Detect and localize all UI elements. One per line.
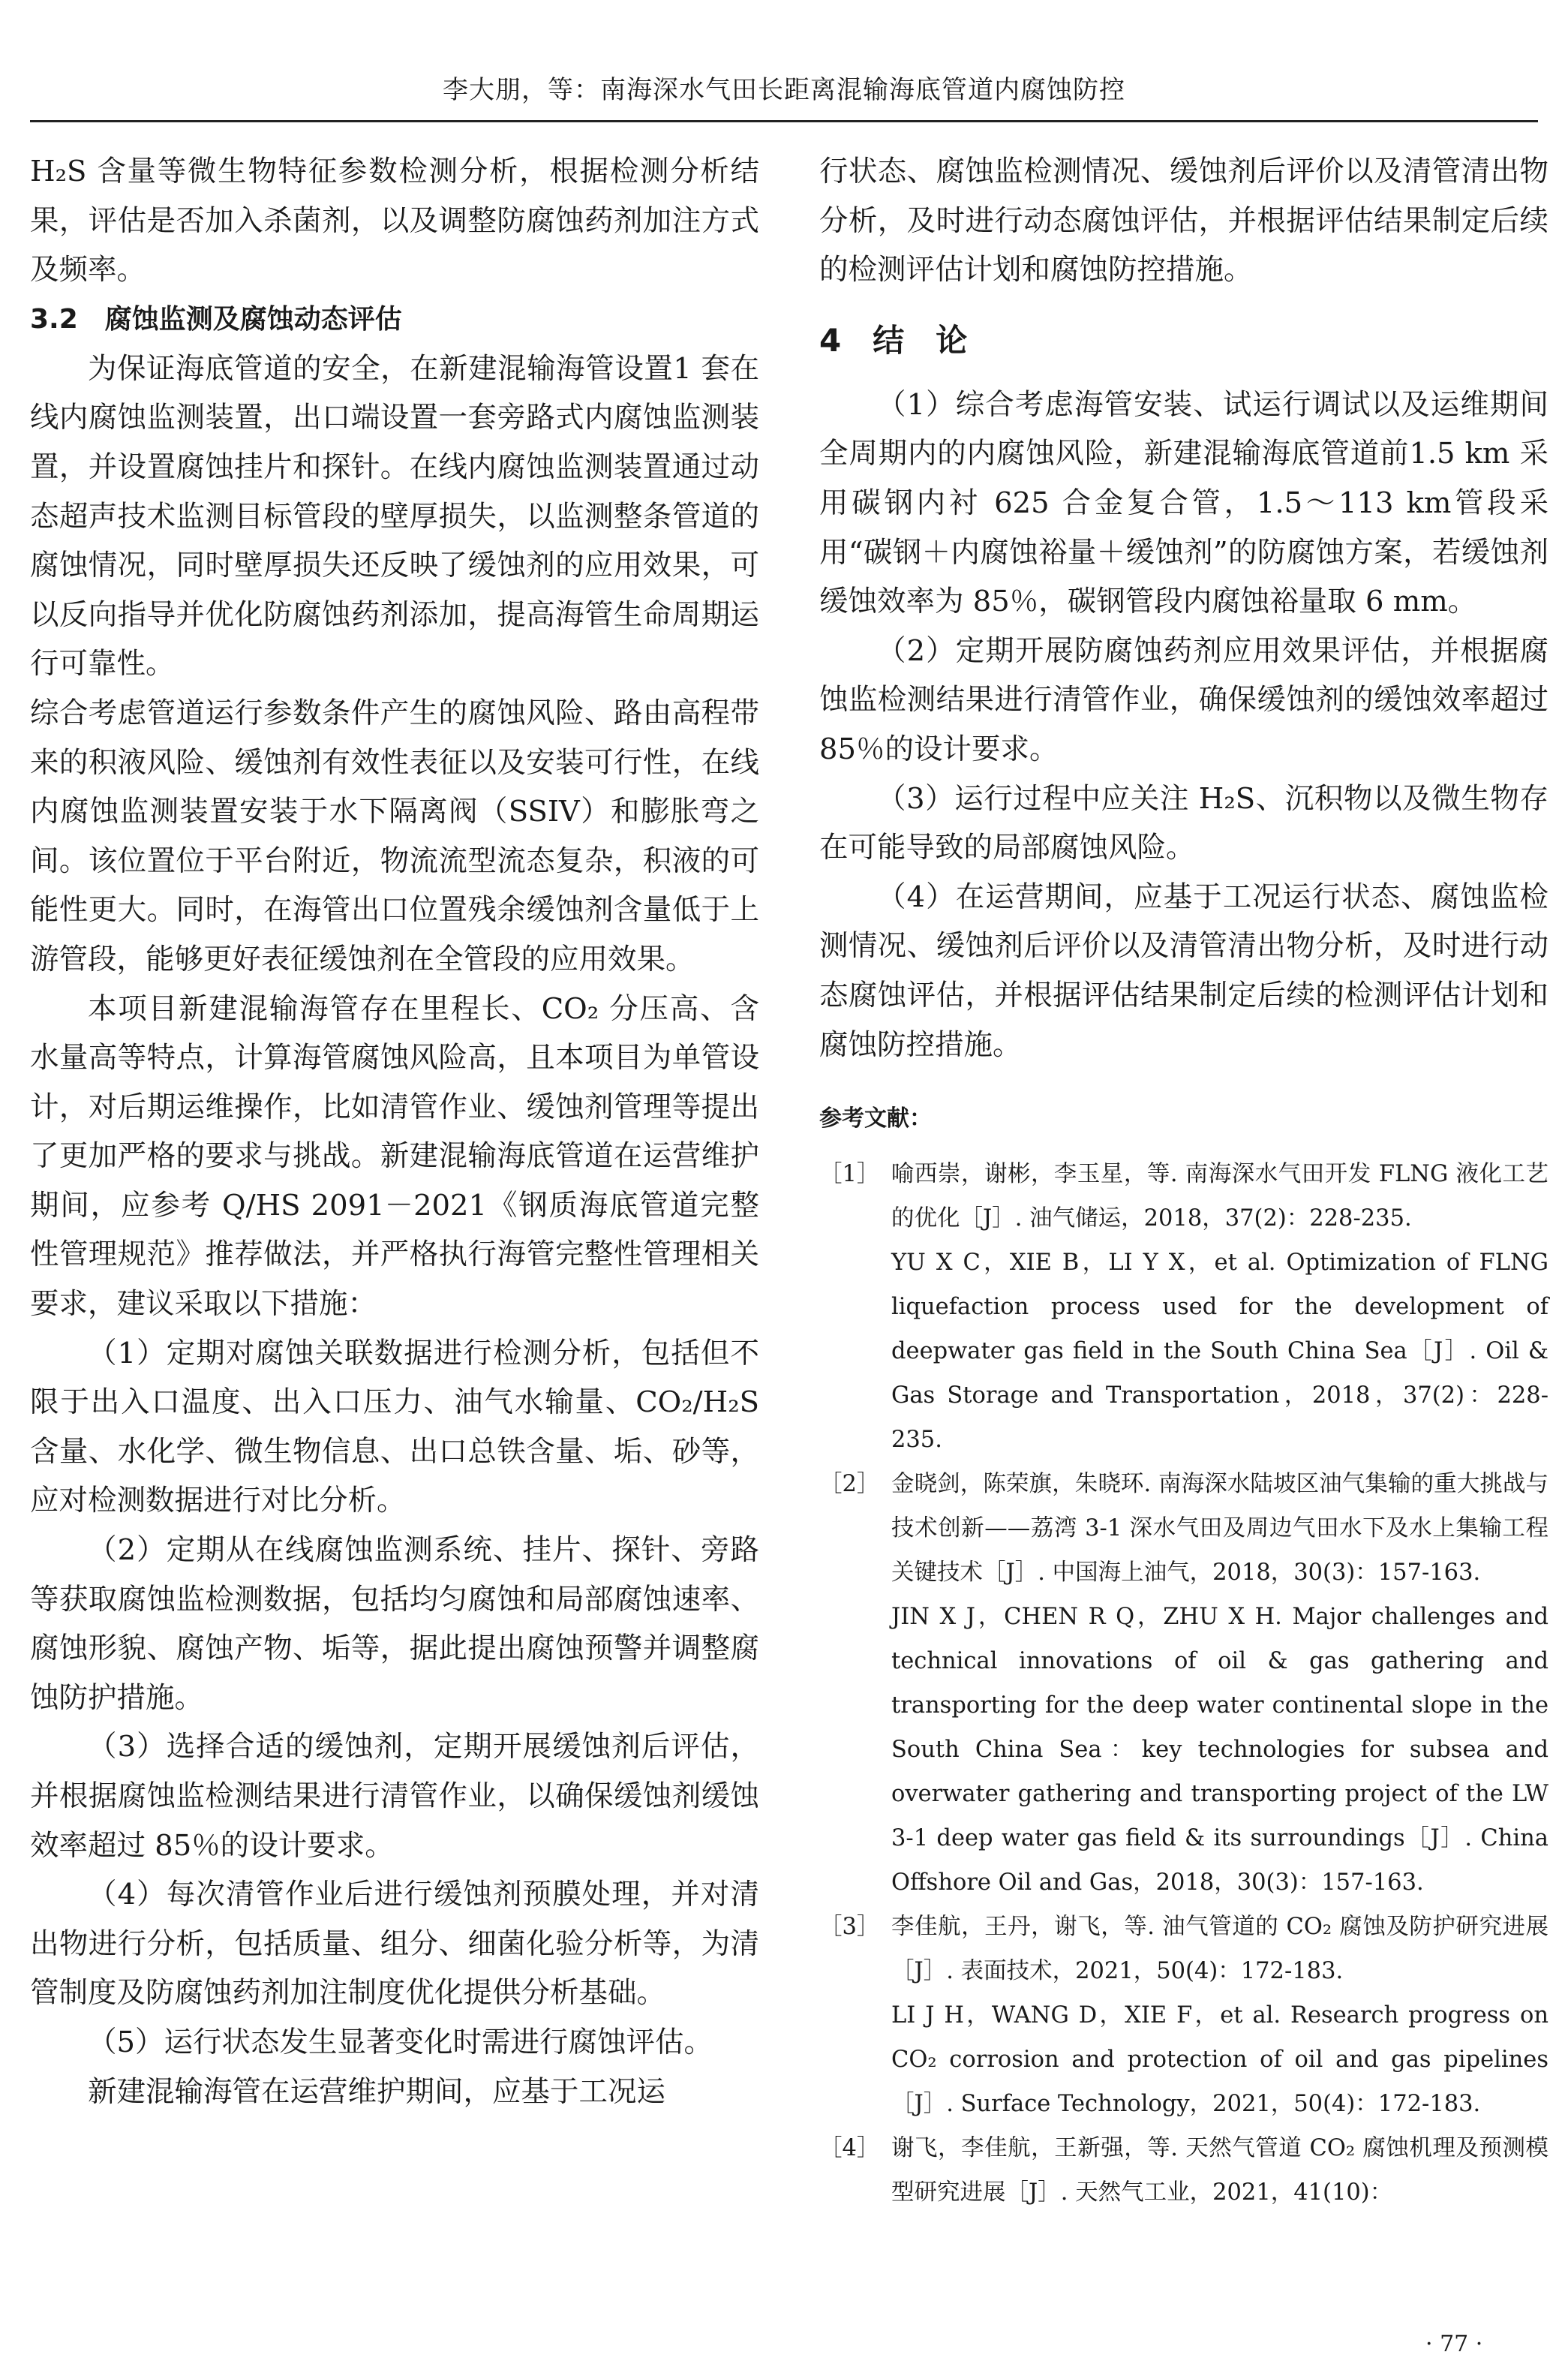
reference-chinese: 金晓剑，陈荣旗，朱晓环. 南海深水陆坡区油气集输的重大挑战与技术创新——荔湾 3-1 深水气田及周边气田水下及水上集输工程关键技术［J］. 中国海上油气，2018，30(3)：157-163. xyxy=(891,1471,1548,1587)
reference-english: YU X C，XIE B，LI Y X，et al. Optimization of FLNG liquefaction process used for the development of deepwater gas field in the South China Sea［J］. Oil & Gas Storage and Transportation，2018，37(2)：228-235. xyxy=(891,1250,1548,1454)
paragraph: 为保证海底管道的安全，在新建混输海管设置1 套在线内腐蚀监测装置，出口端设置一套旁路式内腐蚀监测装置，并设置腐蚀挂片和探针。在线内腐蚀监测装置通过动态超声技术监测目标管段的壁厚损失，以监测整条管道的腐蚀情况，同时壁厚损失还反映了缓蚀剂的应用效果，可以反向指导并优化防腐蚀药剂添加，提高海管生命周期运行可靠性。 xyxy=(30,351,759,681)
page-number: · 77 · xyxy=(1425,2331,1483,2357)
conclusion-item: （1）综合考虑海管安装、试运行调试以及运维期间全周期内的内腐蚀风险，新建混输海底管道前1.5 km 采用碳钢内衬 625 合金复合管，1.5～113 km管段采用“碳钢＋内腐蚀裕量＋缓蚀剂”的防腐蚀方案，若缓蚀剂缓蚀效率为 85％，碳钢管段内腐蚀裕量取 6 mm。 xyxy=(819,387,1548,619)
left-column xyxy=(30,147,759,2116)
paragraph: 本项目新建混输海管存在里程长、CO₂ 分压高、含水量高等特点，计算海管腐蚀风险高，且本项目为单管设计，对后期运维操作，比如清管作业、缓蚀剂管理等提出了更加严格的要求与挑战。新建混输海底管道在运营维护期间，应参考 Q/HS 2091－2021《钢质海底管道完整性管理规范》推荐做法，并严格执行海管完整性管理相关要求，建议采取以下措施： xyxy=(30,991,759,1322)
measure-item: （5）运行状态发生显著变化时需进行腐蚀评估。 xyxy=(88,2025,713,2059)
measure-item: （3）选择合适的缓蚀剂，定期开展缓蚀剂后评估，并根据腐蚀监检测结果进行清管作业，以确保缓蚀剂缓蚀效率超过 85％的设计要求。 xyxy=(30,1730,759,1863)
right-column xyxy=(819,147,1548,2215)
section-heading-conclusion: 4 结 论 xyxy=(819,321,968,359)
references-title: 参考文献： xyxy=(819,1105,932,1132)
reference-entry xyxy=(819,1462,1548,1905)
measure-item: （2）定期从在线腐蚀监测系统、挂片、探针、旁路等获取腐蚀监检测数据，包括均匀腐蚀和局部腐蚀速率、腐蚀形貌、腐蚀产物、垢等，据此提出腐蚀预警并调整腐蚀防护措施。 xyxy=(30,1533,759,1715)
reference-number: ［2］ xyxy=(819,1471,880,1498)
reference-number: ［3］ xyxy=(819,1914,880,1941)
reference-entry xyxy=(819,1905,1548,2126)
paragraph: H₂S 含量等微生物特征参数检测分析，根据检测分析结果，评估是否加入杀菌剂，以及调整防腐蚀药剂加注方式及频率。 xyxy=(30,155,759,287)
paragraph: 行状态、腐蚀监检测情况、缓蚀剂后评价以及清管清出物分析，及时进行动态腐蚀评估，并根据评估结果制定后续的检测评估计划和腐蚀防控措施。 xyxy=(819,155,1548,287)
running-header: 李大朋，等：南海深水气田长距离混输海底管道内腐蚀防控 xyxy=(443,75,1125,105)
conclusion-item: （3）运行过程中应关注 H₂S、沉积物以及微生物存在可能导致的局部腐蚀风险。 xyxy=(819,781,1548,865)
measure-item: （1）定期对腐蚀关联数据进行检测分析，包括但不限于出入口温度、出入口压力、油气水输量、CO₂/H₂S 含量、水化学、微生物信息、出口总铁含量、垢、砂等，应对检测数据进行对比分析。 xyxy=(30,1336,759,1518)
reference-chinese: 李佳航，王丹，谢飞，等. 油气管道的 CO₂ 腐蚀及防护研究进展［J］. 表面技术，2021，50(4)：172-183. xyxy=(891,1914,1548,1985)
reference-entry xyxy=(819,1152,1548,1462)
measure-item: （4）每次清管作业后进行缓蚀剂预膜处理，并对清出物进行分析，包括质量、组分、细菌化验分析等，为清管制度及防腐蚀药剂加注制度优化提供分析基础。 xyxy=(30,1878,759,2011)
reference-number: ［4］ xyxy=(819,2135,880,2162)
reference-number: ［1］ xyxy=(819,1161,880,1188)
reference-entry xyxy=(819,2126,1548,2215)
reference-chinese: 谢飞，李佳航，王新强，等. 天然气管道 CO₂ 腐蚀机理及预测模型研究进展［J］. 天然气工业，2021，41(10)： xyxy=(891,2135,1548,2206)
reference-english: LI J H，WANG D，XIE F，et al. Research progress on CO₂ corrosion and protection of oil and gas pipelines［J］. Surface Technology，2021，50(4)：172-183. xyxy=(891,2002,1548,2118)
header-rule xyxy=(30,120,1538,122)
section-heading-3-2: 3.2 腐蚀监测及腐蚀动态评估 xyxy=(30,303,402,335)
paragraph: 新建混输海管在运营维护期间，应基于工况运 xyxy=(88,2074,666,2109)
reference-english: JIN X J，CHEN R Q，ZHU X H. Major challenges and technical innovations of oil & gas gathering and transporting for the deep water continental slope in the South China Sea：key technologies for subsea and overwater gathering and transporting project of the LW 3-1 deep water gas field & its surroundings［J］. China Offshore Oil and Gas，2018，30(3)：157-163. xyxy=(891,1604,1548,1896)
reference-chinese: 喻西崇，谢彬，李玉星，等. 南海深水气田开发 FLNG 液化工艺的优化［J］. 油气储运，2018，37(2)：228-235. xyxy=(891,1161,1548,1232)
conclusion-item: （4）在运营期间，应基于工况运行状态、腐蚀监检测情况、缓蚀剂后评价以及清管清出物分析，及时进行动态腐蚀评估，并根据评估结果制定后续的检测评估计划和腐蚀防控措施。 xyxy=(819,880,1548,1062)
conclusion-item: （2）定期开展防腐蚀药剂应用效果评估，并根据腐蚀监检测结果进行清管作业，确保缓蚀剂的缓蚀效率超过 85％的设计要求。 xyxy=(819,633,1548,766)
paragraph: 综合考虑管道运行参数条件产生的腐蚀风险、路由高程带来的积液风险、缓蚀剂有效性表征以及安装可行性，在线内腐蚀监测装置安装于水下隔离阀（SSIV）和膨胀弯之间。该位置位于平台附近，物流流型流态复杂，积液的可能性更大。同时，在海管出口位置残余缓蚀剂含量低于上游管段，能够更好表征缓蚀剂在全管段的应用效果。 xyxy=(30,696,759,976)
